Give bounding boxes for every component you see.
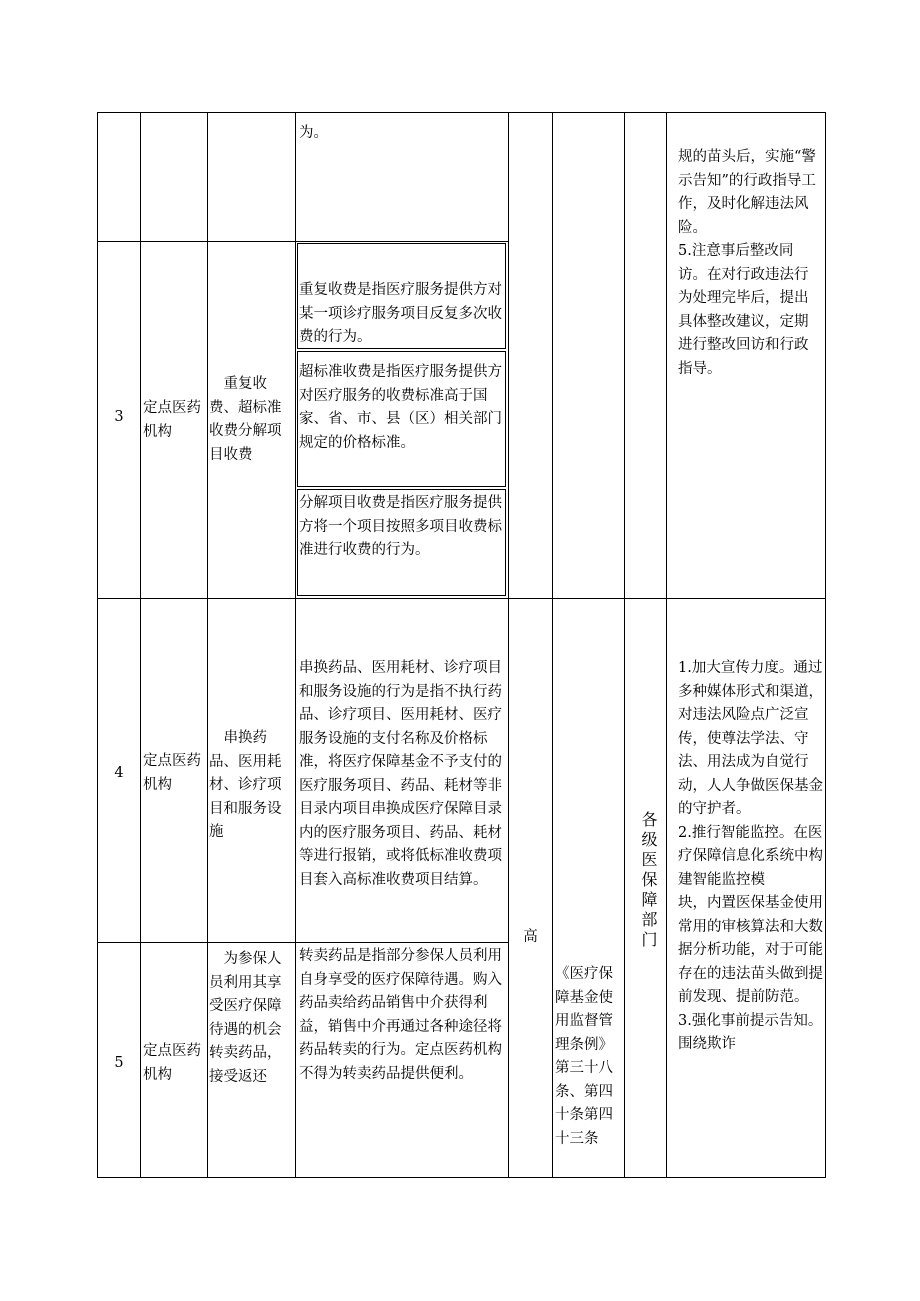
measures-bottom: 1.加大宣传力度。通过多种媒体形式和渠道，对违法风险点广泛宣传，使尊法学法、守法、用法成为自觉行动，人人争做医保基金的守护者。 2.推行智能监控。在医疗保障信息化系统中构建智能监控模 块，内置医保基金使用常用的审核算法和大数据分析功能，对于可能存在的违法苗头做到提前发现、提前防范。 3.强化事前提示告知。围绕欺诈 (678, 660, 823, 1052)
row-3-definition-duplicate: 重复收费是指医疗服务提供方对某一项诊疗服务项目反复多次收费的行为。 (299, 282, 502, 345)
row-4-definition: 串换药品、医用耗材、诊疗项目和服务设施的行为是指不执行药品、诊疗项目、医用耗材、医疗服务设施的支付名称及价格标准，将医疗保障基金不予支付的医疗服务项目、药品、耗材等非目录内项目串换成医疗保障目录内的医疗服务项目、药品、耗材等进行报销，或将低标准收费项目套入高标准收费项目结算。 (299, 660, 502, 888)
row-4-behavior: 串换药品、医用耗材、诊疗项目和服务设施 (209, 730, 282, 840)
col-sep-3 (295, 112, 296, 1178)
responsible-department: 各级医保障部门 (639, 811, 658, 951)
row-sep-1 (97, 241, 508, 242)
row-5-subject: 定点医药机构 (143, 1043, 201, 1083)
col-sep-6 (624, 112, 625, 1178)
row-5-behavior: 为参保人员利用其享受医疗保障待遇的机会转卖药品，接受返还 (209, 951, 282, 1085)
legal-basis: 《医疗保障基金使用监督管理条例》第三十八条、第四十条第四十三条 (555, 966, 613, 1147)
row-5-number: 5 (114, 1055, 124, 1072)
row-sep-3 (97, 942, 508, 943)
row-5-definition: 转卖药品是指部分参保人员利用自身享受的医疗保障待遇。购入药品卖给药品销售中介获得利益，销售中介再通过各种途径将药品转卖的行为。定点医药机构不得为转卖药品提供便利。 (299, 948, 502, 1082)
row-3-subject: 定点医药机构 (143, 400, 201, 440)
row-0-definition: 为。 (299, 125, 328, 141)
risk-level: 高 (523, 929, 538, 946)
col-sep-1 (140, 112, 141, 1178)
row-4-number: 4 (114, 765, 124, 782)
row-3-behavior: 重复收费、超标准收费分解项目收费 (209, 376, 282, 463)
col-sep-5 (552, 112, 553, 1178)
col-sep-4 (508, 112, 509, 1178)
col-sep-2 (207, 112, 208, 1178)
row-sep-2 (97, 598, 826, 599)
table-border-right (825, 112, 826, 1178)
row-3-number: 3 (114, 409, 124, 426)
table-border-left (97, 112, 98, 1178)
row-4-subject: 定点医药机构 (143, 753, 201, 793)
measures-top: 规的苗头后，实施“警示告知”的行政指导工作，及时化解违法风险。 5.注意事后整改同访。在对行政违法行为处理完毕后，提出具体整改建议，定期进行整改回访和行政指导。 (678, 149, 816, 377)
row-3-definition-over-standard: 超标准收费是指医疗服务提供方对医疗服务的收费标准高于国家、省、市、县（区）相关部门规定的价格标准。 (299, 364, 502, 451)
col-sep-7 (666, 112, 667, 1178)
row-3-definition-split: 分解项目收费是指医疗服务提供方将一个项目按照多项目收费标准进行收费的行为。 (299, 495, 502, 558)
